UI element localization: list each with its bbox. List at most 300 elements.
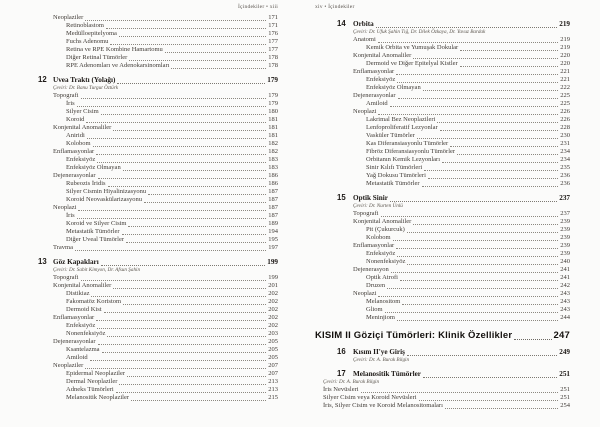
- toc-entry: [38, 274, 278, 282]
- toc-entry: [315, 108, 570, 116]
- toc-page-number: 234: [560, 148, 570, 155]
- dotted-leader: [376, 27, 557, 28]
- dotted-leader: [90, 360, 267, 361]
- toc-entry: [38, 330, 278, 338]
- dotted-leader: [108, 186, 267, 187]
- dotted-leader: [378, 42, 559, 43]
- toc-page-number: 236: [560, 172, 570, 179]
- toc-entry-label: Metastatik Tümörler: [66, 228, 120, 235]
- toc-chapter-entry: [315, 19, 570, 29]
- toc-entry: [38, 108, 278, 116]
- toc-page-number: 183: [268, 164, 278, 171]
- toc-entry-label: Konjenital Anomaliler: [353, 52, 412, 59]
- translator-text: Çeviri: Dr. Nurten Ünlü: [353, 203, 403, 209]
- toc-entry-label: Kısım II'ye Giriş: [353, 348, 405, 356]
- toc-entry-label: Neoplazi: [353, 108, 377, 115]
- toc-entry: [38, 370, 278, 378]
- toc-page-number: 251: [560, 394, 570, 401]
- toc-entry-label: Dermoid Kist: [66, 306, 102, 313]
- toc-entry-label: Enflamasyonlar: [353, 242, 395, 249]
- dotted-leader: [131, 400, 266, 401]
- toc-entry-label: Druzen: [366, 282, 386, 289]
- toc-entry: [38, 180, 278, 188]
- toc-entry-label: Retinoblastom: [66, 22, 104, 29]
- toc-entry-label: Rubeozis İridis: [66, 180, 106, 187]
- toc-page-number: 213: [268, 378, 278, 385]
- toc-entry-label: İris: [66, 212, 75, 219]
- toc-entry-label: Kemik Orbita ve Yumuşak Dokular: [366, 44, 459, 51]
- toc-entry: [315, 402, 570, 410]
- translator-text: Çeviri: Dr. A. Burak Bilgin: [323, 379, 380, 385]
- toc-right-column: [315, 14, 570, 410]
- toc-entry: [38, 140, 278, 148]
- toc-entry-label: Epidermal Neoplaziler: [66, 370, 126, 377]
- toc-entry-label: Dejenerasyonlar: [53, 338, 96, 345]
- toc-entry: [315, 140, 570, 148]
- toc-entry-label: Gliom: [366, 306, 383, 313]
- toc-page-number: 241: [560, 274, 570, 281]
- toc-chapter-entry: [315, 369, 570, 379]
- toc-entry-label: Topografi: [353, 210, 379, 217]
- toc-page-number: 243: [560, 298, 570, 305]
- dotted-leader: [361, 392, 559, 393]
- toc-page-number: 237: [559, 194, 570, 202]
- toc-page-number: 207: [268, 370, 278, 377]
- toc-entry: [315, 282, 570, 290]
- toc-entry-label: Neoplazi: [353, 290, 377, 297]
- toc-page-number: 178: [268, 62, 278, 69]
- dotted-leader: [91, 296, 266, 297]
- toc-entry-label: Dejenerasyonlar: [353, 92, 396, 99]
- dotted-leader: [391, 272, 559, 273]
- toc-page-number: 202: [268, 306, 278, 313]
- toc-entry: [38, 212, 278, 220]
- dotted-leader: [442, 162, 558, 163]
- toc-entry-label: Silyer Cisim: [66, 108, 99, 115]
- toc-entry-label: İris, Silyer Cisim ve Koroid Melanositomaları: [323, 402, 443, 409]
- toc-page-number: 186: [268, 172, 278, 179]
- toc-chapter-entry: [315, 347, 570, 357]
- toc-entry: [315, 100, 570, 108]
- toc-entry-label: Pit (Çukurcuk): [366, 226, 405, 233]
- toc-entry: [315, 314, 570, 322]
- toc-entry-label: Adneks Tümörleri: [66, 386, 114, 393]
- toc-page-number: 177: [268, 38, 278, 45]
- toc-entry-label: Melanositom: [366, 298, 401, 305]
- toc-entry: [315, 164, 570, 172]
- toc-entry: [38, 236, 278, 244]
- toc-page-number: 180: [268, 108, 278, 115]
- toc-entry: [315, 274, 570, 282]
- dotted-leader: [123, 170, 267, 171]
- toc-entry-label: Amiloid: [66, 354, 88, 361]
- toc-entry-label: Lenfoproliferatif Lezyonlar: [366, 124, 438, 131]
- dotted-leader: [437, 122, 558, 123]
- toc-entry: [38, 196, 278, 204]
- toc-page-number: 236: [560, 180, 570, 187]
- toc-entry: [315, 180, 570, 188]
- toc-entry: [38, 124, 278, 132]
- toc-entry: [38, 46, 278, 54]
- toc-entry: [38, 354, 278, 362]
- toc-entry: [38, 290, 278, 298]
- toc-page-number: 202: [268, 322, 278, 329]
- toc-entry-label: Koroid ve Silyer Cisim: [66, 220, 127, 227]
- toc-left-column: [38, 14, 278, 402]
- toc-page-number: 242: [560, 282, 570, 289]
- toc-entry-label: Lakrimal Bez Neoplazileri: [366, 116, 436, 123]
- toc-entry: [315, 226, 570, 234]
- dotted-leader: [413, 58, 558, 59]
- dotted-leader: [397, 82, 558, 83]
- toc-entry: [315, 386, 570, 394]
- toc-entry: [38, 204, 278, 212]
- toc-entry-label: Fuchs Adenomu: [66, 38, 109, 45]
- toc-entry: [38, 172, 278, 180]
- toc-entry: [38, 314, 278, 322]
- toc-entry-label: Dermal Neoplaziler: [66, 378, 118, 385]
- dotted-leader: [417, 138, 558, 139]
- toc-entry-label: Retina ve RPE Kombine Hamartomu: [66, 46, 163, 53]
- toc-translator-line: [315, 357, 570, 364]
- dotted-leader: [407, 264, 558, 265]
- toc-entry: [315, 68, 570, 76]
- dotted-leader: [423, 90, 559, 91]
- dotted-leader: [407, 232, 558, 233]
- toc-page-number: 187: [268, 196, 278, 203]
- toc-page-number: 251: [559, 370, 570, 378]
- toc-entry: [315, 76, 570, 84]
- toc-translator-line: [315, 379, 570, 386]
- dotted-leader: [396, 248, 558, 249]
- toc-entry: [38, 100, 278, 108]
- toc-entry-label: Yağ Dokusu Tümörleri: [366, 172, 426, 179]
- toc-entry-label: KISIM II Göziçi Tümörleri: Klinik Özellikler: [315, 330, 513, 341]
- dotted-leader: [75, 250, 266, 251]
- toc-entry: [315, 234, 570, 242]
- dotted-leader: [77, 218, 267, 219]
- toc-page-number: 178: [268, 54, 278, 61]
- dotted-leader: [422, 186, 559, 187]
- toc-page-number: 181: [268, 116, 278, 123]
- toc-entry: [315, 36, 570, 44]
- dotted-leader: [102, 352, 267, 353]
- toc-entry-label: Uvea Traktı (Yolağı): [53, 76, 116, 84]
- toc-page-number: 215: [268, 394, 278, 401]
- dotted-leader: [93, 146, 267, 147]
- toc-entry-label: Travma: [53, 244, 73, 251]
- toc-entry: [315, 124, 570, 132]
- toc-entry-label: İris: [66, 100, 75, 107]
- toc-page-number: 220: [560, 60, 570, 67]
- toc-page-number: 197: [268, 244, 278, 251]
- toc-page-number: 213: [268, 386, 278, 393]
- dotted-leader: [419, 400, 559, 401]
- dotted-leader: [390, 106, 559, 107]
- dotted-leader: [402, 304, 558, 305]
- toc-entry-label: İris Nevüsleri: [323, 386, 359, 393]
- dotted-leader: [460, 50, 558, 51]
- toc-entry: [315, 52, 570, 60]
- toc-page-number: 241: [560, 266, 570, 273]
- toc-page-number: 189: [268, 220, 278, 227]
- dotted-leader: [450, 146, 558, 147]
- dotted-leader: [393, 240, 559, 241]
- running-head-right: xiv • İçindekiler: [315, 4, 355, 10]
- toc-entry-label: Ksantelazma: [66, 346, 100, 353]
- toc-entry: [315, 210, 570, 218]
- chapter-number: 15: [337, 193, 346, 202]
- toc-entry-label: Enfeksiyöz: [366, 76, 396, 83]
- dotted-leader: [86, 122, 266, 123]
- toc-entry: [315, 60, 570, 68]
- toc-entry-label: Silyer Cisim veya Koroid Nevüsleri: [323, 394, 417, 401]
- toc-page-number: 226: [560, 116, 570, 123]
- toc-page-number: 243: [560, 290, 570, 297]
- toc-entry: [315, 148, 570, 156]
- toc-entry: [315, 156, 570, 164]
- dotted-leader: [85, 368, 266, 369]
- toc-entry-label: Optik Atrofi: [366, 274, 398, 281]
- toc-entry: [38, 386, 278, 394]
- dotted-leader: [127, 376, 266, 377]
- toc-entry: [38, 346, 278, 354]
- toc-page-number: 230: [560, 132, 570, 139]
- toc-page-number: 225: [560, 100, 570, 107]
- dotted-leader: [113, 288, 266, 289]
- toc-page-number: 249: [559, 348, 570, 356]
- dotted-leader: [123, 304, 266, 305]
- dotted-leader: [390, 201, 557, 202]
- toc-entry: [38, 322, 278, 330]
- chapter-number: 14: [337, 19, 346, 28]
- dotted-leader: [98, 178, 267, 179]
- chapter-number: 17: [337, 369, 346, 378]
- dotted-leader: [104, 312, 267, 313]
- toc-page-number: 243: [560, 306, 570, 313]
- toc-page-number: 239: [560, 218, 570, 225]
- dotted-leader: [445, 408, 558, 409]
- chapter-number: 16: [337, 347, 346, 356]
- toc-entry-label: Fakomatöz Koristom: [66, 298, 122, 305]
- toc-entry-label: Sinir Kılıfı Tümörleri: [366, 164, 423, 171]
- toc-page-number: 179: [267, 76, 278, 84]
- dotted-leader: [116, 392, 267, 393]
- toc-entry-label: Orbitanın Kemik Lezyonları: [366, 156, 441, 163]
- toc-entry-label: Enfeksiyöz: [366, 250, 396, 257]
- toc-page-number: 237: [560, 210, 570, 217]
- dotted-leader: [397, 320, 558, 321]
- toc-page-number: 177: [268, 46, 278, 53]
- toc-page-number: 181: [268, 132, 278, 139]
- toc-entry: [315, 306, 570, 314]
- toc-entry-label: Melanositik Tümörler: [353, 370, 421, 378]
- dotted-leader: [81, 98, 267, 99]
- translator-text: Çeviri: Dr. A. Burak Bilgin: [353, 357, 410, 363]
- toc-entry: [315, 250, 570, 258]
- toc-page-number: 171: [268, 14, 278, 21]
- dotted-leader: [117, 83, 265, 84]
- toc-page-number: 220: [560, 52, 570, 59]
- dotted-leader: [171, 68, 266, 69]
- toc-part-heading: [315, 329, 570, 342]
- toc-translator-line: [38, 267, 278, 274]
- toc-page-number: 181: [268, 124, 278, 131]
- toc-entry-label: Nonenfeksiyöz: [66, 330, 106, 337]
- toc-entry-label: Koroid: [66, 116, 85, 123]
- dotted-leader: [101, 265, 265, 266]
- toc-entry: [38, 362, 278, 370]
- toc-chapter-entry: [38, 75, 278, 85]
- dotted-leader: [400, 280, 558, 281]
- toc-entry-label: Silyer Cismin Hiyalinizasyonu: [66, 188, 147, 195]
- toc-page-number: 183: [268, 156, 278, 163]
- dotted-leader: [98, 344, 267, 345]
- dotted-leader: [78, 210, 266, 211]
- toc-entry: [315, 266, 570, 274]
- toc-entry: [38, 14, 278, 22]
- toc-page-number: 228: [560, 124, 570, 131]
- dotted-leader: [87, 138, 266, 139]
- toc-page-number: 219: [560, 36, 570, 43]
- toc-entry: [38, 188, 278, 196]
- dotted-leader: [378, 296, 558, 297]
- toc-entry-label: Distikiaz: [66, 290, 90, 297]
- toc-page-number: 221: [560, 68, 570, 75]
- toc-entry: [38, 306, 278, 314]
- toc-entry: [315, 132, 570, 140]
- toc-entry-label: Medülloepitelyoma: [66, 30, 117, 37]
- dotted-leader: [385, 312, 559, 313]
- toc-entry-label: Göz Kapakları: [53, 258, 99, 266]
- toc-entry: [315, 44, 570, 52]
- toc-page-number: 239: [560, 234, 570, 241]
- toc-entry-label: Enfeksiyöz Olmayan: [66, 164, 121, 171]
- dotted-leader: [113, 130, 266, 131]
- toc-entry: [315, 298, 570, 306]
- chapter-number: 13: [38, 257, 47, 266]
- dotted-leader: [424, 170, 558, 171]
- toc-page-number: 244: [560, 314, 570, 321]
- toc-entry-label: Dermoid ve Diğer Epitelyal Kistler: [366, 60, 458, 67]
- toc-page-number: 239: [560, 226, 570, 233]
- toc-page-number: 199: [267, 258, 278, 266]
- toc-page-number: 202: [268, 290, 278, 297]
- toc-entry-label: Enflamasyonlar: [53, 148, 95, 155]
- toc-page-number: 251: [560, 386, 570, 393]
- dotted-leader: [126, 242, 266, 243]
- toc-entry-label: RPE Adenomları ve Adenokarsinomları: [66, 62, 170, 69]
- toc-entry-label: Neoplaziler: [53, 362, 84, 369]
- toc-entry-label: Koroid Neovaskülarizasyonu: [66, 196, 142, 203]
- toc-entry: [38, 164, 278, 172]
- toc-entry: [38, 220, 278, 228]
- toc-entry: [38, 132, 278, 140]
- toc-entry: [38, 62, 278, 70]
- dotted-leader: [119, 36, 266, 37]
- toc-page-number: 201: [268, 282, 278, 289]
- toc-entry: [38, 22, 278, 30]
- toc-translator-line: [38, 85, 278, 92]
- dotted-leader: [129, 60, 266, 61]
- toc-page-number: 222: [560, 84, 570, 91]
- dotted-leader: [85, 20, 266, 21]
- toc-translator-line: [315, 203, 570, 210]
- toc-entry-label: Enfeksiyöz: [66, 156, 96, 163]
- dotted-leader: [428, 178, 558, 179]
- dotted-leader: [107, 336, 266, 337]
- dotted-leader: [165, 52, 266, 53]
- toc-entry: [38, 156, 278, 164]
- toc-page-number: 205: [268, 354, 278, 361]
- toc-entry: [315, 116, 570, 124]
- toc-entry-label: Kolobom: [66, 140, 91, 147]
- toc-entry: [315, 290, 570, 298]
- toc-page-number: 205: [268, 346, 278, 353]
- toc-entry-label: Enfeksiyöz: [66, 322, 96, 329]
- toc-page-number: 234: [560, 156, 570, 163]
- dotted-leader: [122, 234, 267, 235]
- toc-entry: [38, 148, 278, 156]
- toc-entry: [315, 242, 570, 250]
- toc-entry: [315, 172, 570, 180]
- toc-entry: [38, 38, 278, 46]
- toc-entry: [315, 258, 570, 266]
- toc-page-number: 240: [560, 258, 570, 265]
- dotted-leader: [101, 114, 267, 115]
- toc-page-number: 195: [268, 236, 278, 243]
- dotted-leader: [387, 288, 558, 289]
- toc-entry: [315, 92, 570, 100]
- toc-page-number: 187: [268, 204, 278, 211]
- toc-entry: [38, 244, 278, 252]
- dotted-leader: [514, 339, 551, 340]
- dotted-leader: [144, 202, 266, 203]
- toc-entry: [38, 338, 278, 346]
- dotted-leader: [440, 130, 559, 131]
- toc-entry: [38, 228, 278, 236]
- toc-entry-label: Nonenfeksiyöz: [366, 258, 406, 265]
- toc-page-number: 182: [268, 140, 278, 147]
- toc-entry: [38, 30, 278, 38]
- toc-page-number: 182: [268, 148, 278, 155]
- toc-entry: [38, 92, 278, 100]
- dotted-leader: [460, 66, 559, 67]
- toc-page-number: 171: [268, 22, 278, 29]
- dotted-leader: [397, 256, 558, 257]
- toc-page-number: 254: [560, 402, 570, 409]
- toc-entry-label: Enflamasyonlar: [53, 314, 95, 321]
- toc-chapter-entry: [315, 193, 570, 203]
- toc-entry-label: Orbita: [353, 20, 374, 28]
- dotted-leader: [378, 114, 558, 115]
- toc-entry-label: Meninjiom: [366, 314, 395, 321]
- dotted-leader: [81, 280, 267, 281]
- toc-page-number: 231: [560, 140, 570, 147]
- toc-entry-label: Konjenital Anomaliler: [353, 218, 412, 225]
- toc-entry-label: Enflamasyonlar: [353, 68, 395, 75]
- toc-page-number: 179: [268, 92, 278, 99]
- dotted-leader: [97, 162, 266, 163]
- chapter-number: 12: [38, 75, 47, 84]
- toc-entry: [315, 394, 570, 402]
- dotted-leader: [96, 154, 266, 155]
- dotted-leader: [396, 74, 558, 75]
- dotted-leader: [398, 98, 559, 99]
- toc-entry: [315, 84, 570, 92]
- toc-entry-label: Fibröz Diferansiasyonlu Tümörler: [366, 148, 456, 155]
- dotted-leader: [128, 226, 266, 227]
